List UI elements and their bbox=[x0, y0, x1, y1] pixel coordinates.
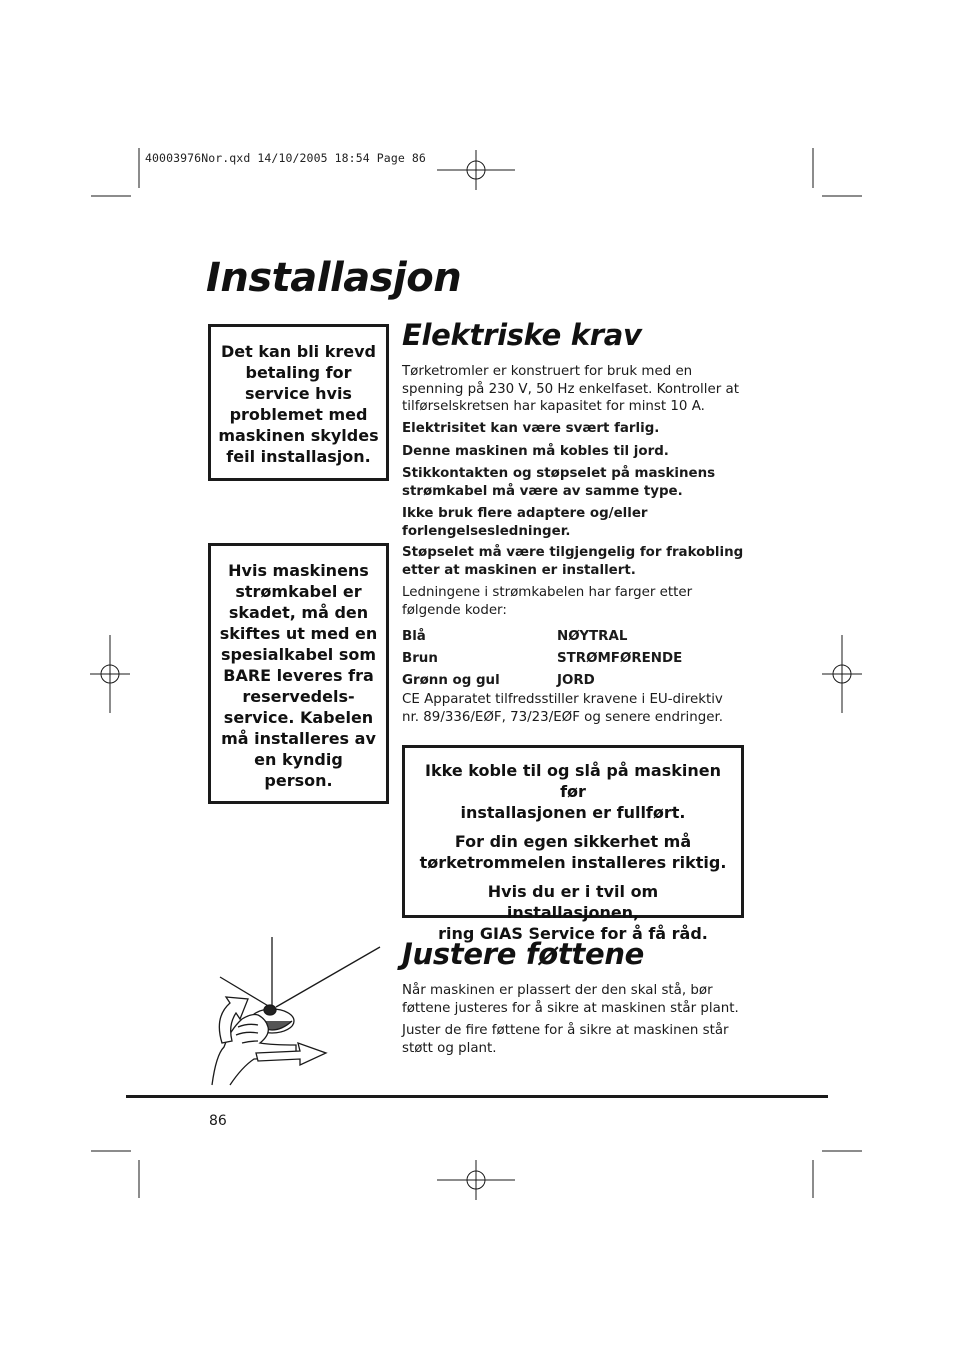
text-line: Denne maskinen må kobles til jord. bbox=[402, 444, 669, 459]
warning-paragraph bbox=[419, 760, 727, 823]
ce-note bbox=[402, 691, 723, 726]
box-line: problemet med bbox=[229, 405, 368, 424]
feet-paragraph-1 bbox=[402, 982, 739, 1017]
wire-color: Blå bbox=[402, 628, 426, 644]
text-line: Ledningene i strømkabelen har farger etter bbox=[402, 585, 693, 600]
box-line: feil installasjon. bbox=[226, 447, 371, 466]
text-line: Ikke bruk flere adaptere og/eller bbox=[402, 506, 648, 521]
text-line: ring GIAS Service for å få råd. bbox=[438, 924, 708, 943]
text-line: installasjonen er fullført. bbox=[460, 803, 686, 822]
payment-note-box bbox=[208, 324, 389, 481]
wire-color: Grønn og gul bbox=[402, 672, 500, 688]
wire-meaning: NØYTRAL bbox=[557, 628, 628, 644]
box-line: BARE leveres fra bbox=[223, 666, 374, 685]
adjust-foot-illustration bbox=[200, 935, 390, 1090]
wire-intro bbox=[402, 584, 692, 619]
box-line: skadet, må den bbox=[228, 603, 369, 622]
text-line: støtt og plant. bbox=[402, 1040, 497, 1056]
text-line: For din egen sikkerhet må bbox=[454, 832, 692, 851]
feet-paragraph-2 bbox=[402, 1022, 729, 1057]
electrical-warning-3 bbox=[402, 465, 715, 500]
table-row bbox=[402, 669, 682, 691]
text-line: tilførselskretsen har kapasitet for minst 10 A. bbox=[402, 399, 705, 414]
print-slug: 40003976Nor.qxd 14/10/2005 18:54 Page 86 bbox=[145, 151, 426, 165]
warning-paragraph bbox=[419, 831, 727, 873]
table-row bbox=[402, 625, 682, 647]
registration-mark-left bbox=[90, 635, 130, 713]
registration-mark-bottom bbox=[437, 1160, 515, 1200]
text-line: Hvis du er i tvil om installasjonen, bbox=[487, 882, 659, 922]
electrical-warning-5 bbox=[402, 544, 743, 579]
table-row bbox=[402, 647, 682, 669]
text-line: forlengelsesledninger. bbox=[402, 523, 571, 539]
electrical-intro bbox=[402, 363, 739, 416]
registration-mark-top bbox=[437, 150, 515, 190]
box-line: Hvis maskinens bbox=[228, 561, 369, 580]
text-line: spenning på 230 V, 50 Hz enkelfaset. Kontroller at bbox=[402, 381, 739, 397]
wire-color-table bbox=[402, 625, 682, 691]
wire-meaning: STRØMFØRENDE bbox=[557, 650, 683, 666]
page-number: 86 bbox=[209, 1113, 227, 1129]
box-line: service hvis bbox=[245, 384, 352, 403]
box-line: spesialkabel som bbox=[220, 645, 377, 664]
text-line: Stikkontakten og støpselet på maskinens bbox=[402, 466, 716, 481]
feet-heading: Justere føttene bbox=[402, 937, 645, 971]
box-line: betaling for bbox=[245, 363, 352, 382]
warning-paragraph bbox=[419, 881, 727, 944]
wire-color: Brun bbox=[402, 650, 438, 666]
box-line: skiftes ut med en bbox=[219, 624, 378, 643]
text-line: Elektrisitet kan være svært farlig. bbox=[402, 421, 660, 436]
box-line: reservedels- bbox=[242, 687, 355, 706]
text-line: etter at maskinen er installert. bbox=[402, 562, 636, 578]
text-line: tørketrommelen installeres riktig. bbox=[419, 853, 727, 872]
wire-meaning: JORD bbox=[557, 672, 595, 688]
registration-mark-right bbox=[822, 635, 862, 713]
text-line: Tørketromler er konstruert for bruk med en bbox=[402, 364, 693, 379]
cable-note-box bbox=[208, 543, 389, 804]
box-line: maskinen skyldes bbox=[218, 426, 379, 445]
electrical-warning-4 bbox=[402, 505, 648, 540]
box-line: må installeres av bbox=[221, 729, 376, 748]
footer-rule bbox=[126, 1095, 828, 1098]
text-line: føttene justeres for å sikre at maskinen står plant. bbox=[402, 1000, 739, 1016]
box-line: en kyndig bbox=[254, 750, 343, 769]
electrical-warning-2 bbox=[402, 443, 669, 461]
box-line: person. bbox=[264, 771, 333, 790]
text-line: Ikke koble til og slå på maskinen før bbox=[425, 761, 721, 801]
box-line: service. Kabelen bbox=[223, 708, 374, 727]
box-line: strømkabel er bbox=[235, 582, 362, 601]
text-line: Når maskinen er plassert der den skal stå, bør bbox=[402, 983, 713, 998]
text-line: Juster de fire føttene for å sikre at maskinen står bbox=[402, 1023, 729, 1038]
text-line: følgende koder: bbox=[402, 602, 507, 618]
text-line: CE Apparatet tilfredsstiller kravene i EU-direktiv bbox=[402, 692, 723, 707]
safety-warning-box bbox=[402, 745, 744, 943]
box-line: Det kan bli krevd bbox=[220, 342, 376, 361]
text-line: strømkabel må være av samme type. bbox=[402, 483, 683, 499]
electrical-heading: Elektriske krav bbox=[402, 318, 642, 352]
text-line: nr. 89/336/EØF, 73/23/EØF og senere endringer. bbox=[402, 709, 723, 725]
text-line: Støpselet må være tilgjengelig for frakobling bbox=[402, 545, 744, 560]
page-title: Installasjon bbox=[206, 255, 462, 301]
electrical-warning-1 bbox=[402, 420, 659, 438]
